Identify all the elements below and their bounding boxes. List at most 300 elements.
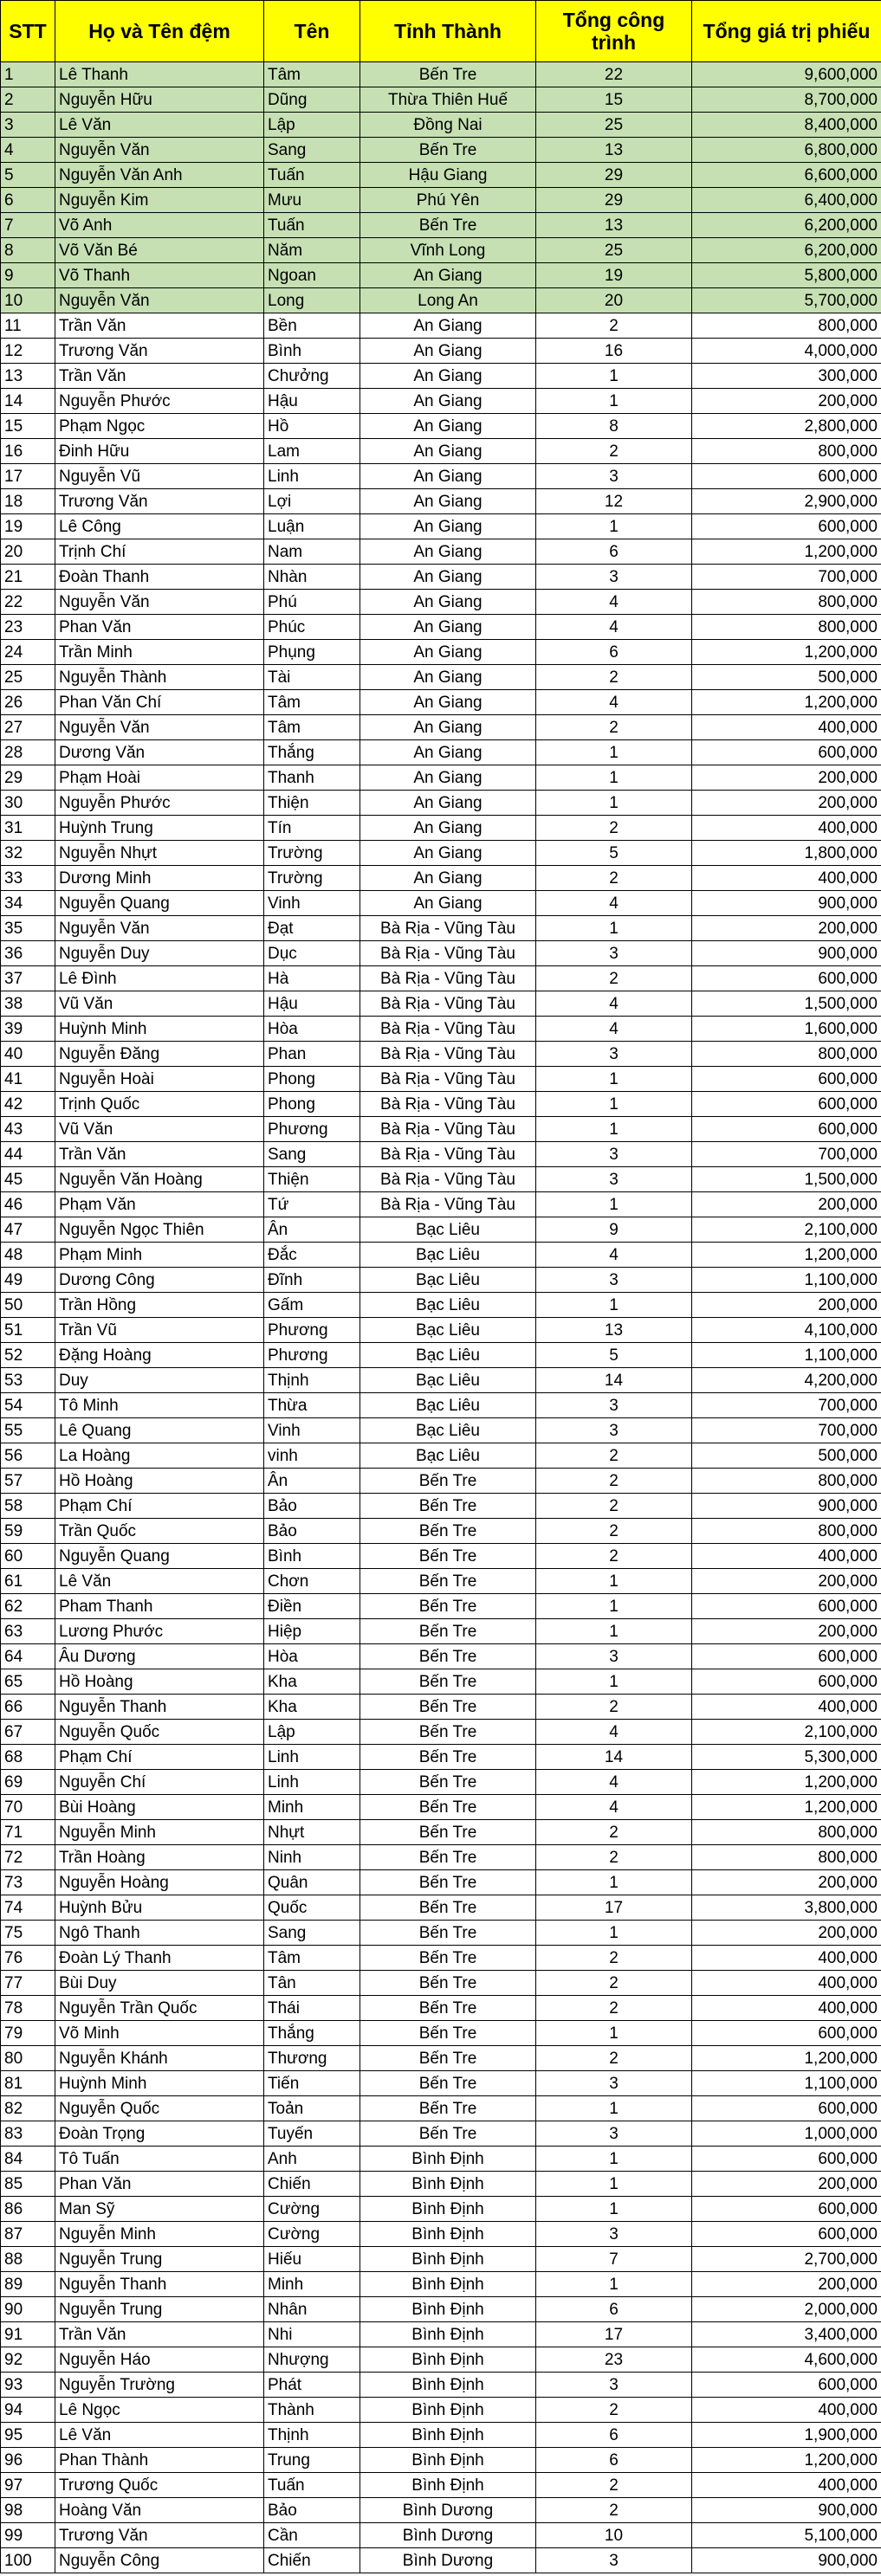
cell-tinh-thanh[interactable]: Bến Tre <box>360 1845 536 1870</box>
cell-tong-gia-tri-phieu[interactable]: 200,000 <box>692 916 881 941</box>
cell-tong-cong-trinh[interactable]: 3 <box>536 1644 692 1669</box>
cell-tinh-thanh[interactable]: Bạc Liêu <box>360 1293 536 1318</box>
cell-tinh-thanh[interactable]: Bến Tre <box>360 62 536 87</box>
header-tong-gia-tri-phieu[interactable]: Tổng giá trị phiếu <box>692 1 881 62</box>
cell-tong-cong-trinh[interactable]: 3 <box>536 1142 692 1167</box>
cell-stt[interactable]: 21 <box>1 565 55 590</box>
cell-tong-cong-trinh[interactable]: 3 <box>536 2222 692 2247</box>
cell-tinh-thanh[interactable]: Bến Tre <box>360 1519 536 1544</box>
cell-ho-ten-dem[interactable]: Nguyễn Văn <box>55 590 264 615</box>
cell-stt[interactable]: 68 <box>1 1745 55 1770</box>
cell-ho-ten-dem[interactable]: Huỳnh Trung <box>55 816 264 841</box>
cell-tong-cong-trinh[interactable]: 2 <box>536 1519 692 1544</box>
cell-tong-gia-tri-phieu[interactable]: 1,200,000 <box>692 690 881 715</box>
cell-ho-ten-dem[interactable]: Dương Minh <box>55 866 264 891</box>
cell-tong-cong-trinh[interactable]: 1 <box>536 364 692 389</box>
cell-tinh-thanh[interactable]: Bà Rịa - Vũng Tàu <box>360 1167 536 1192</box>
cell-ho-ten-dem[interactable]: Nguyễn Văn <box>55 916 264 941</box>
cell-ten[interactable]: Bảo <box>264 1519 360 1544</box>
cell-tong-gia-tri-phieu[interactable]: 400,000 <box>692 715 881 740</box>
cell-ho-ten-dem[interactable]: Ngô Thanh <box>55 1921 264 1946</box>
cell-ho-ten-dem[interactable]: Phan Văn Chí <box>55 690 264 715</box>
cell-tong-gia-tri-phieu[interactable]: 1,200,000 <box>692 1243 881 1268</box>
cell-ten[interactable]: Bảo <box>264 1494 360 1519</box>
cell-stt[interactable]: 23 <box>1 615 55 640</box>
cell-ten[interactable]: Nam <box>264 539 360 565</box>
cell-ten[interactable]: Minh <box>264 2272 360 2297</box>
cell-ho-ten-dem[interactable]: Đinh Hữu <box>55 439 264 464</box>
cell-ten[interactable]: Long <box>264 288 360 313</box>
cell-ten[interactable]: Tuấn <box>264 213 360 238</box>
cell-tong-cong-trinh[interactable]: 1 <box>536 1192 692 1217</box>
cell-tong-gia-tri-phieu[interactable]: 400,000 <box>692 816 881 841</box>
cell-stt[interactable]: 10 <box>1 288 55 313</box>
cell-tinh-thanh[interactable]: Bà Rịa - Vũng Tàu <box>360 966 536 991</box>
cell-stt[interactable]: 31 <box>1 816 55 841</box>
cell-tong-cong-trinh[interactable]: 1 <box>536 1921 692 1946</box>
cell-tong-gia-tri-phieu[interactable]: 2,800,000 <box>692 414 881 439</box>
cell-stt[interactable]: 63 <box>1 1619 55 1644</box>
cell-tong-gia-tri-phieu[interactable]: 1,000,000 <box>692 2121 881 2147</box>
cell-tong-cong-trinh[interactable]: 9 <box>536 1217 692 1243</box>
cell-tong-cong-trinh[interactable]: 3 <box>536 565 692 590</box>
cell-stt[interactable]: 66 <box>1 1695 55 1720</box>
cell-stt[interactable]: 11 <box>1 313 55 339</box>
cell-tong-cong-trinh[interactable]: 19 <box>536 263 692 288</box>
cell-ho-ten-dem[interactable]: Âu Dương <box>55 1644 264 1669</box>
cell-tong-gia-tri-phieu[interactable]: 3,400,000 <box>692 2322 881 2347</box>
cell-tinh-thanh[interactable]: Bạc Liêu <box>360 1243 536 1268</box>
cell-tong-cong-trinh[interactable]: 4 <box>536 1017 692 1042</box>
cell-tong-cong-trinh[interactable]: 2 <box>536 313 692 339</box>
cell-ten[interactable]: Quốc <box>264 1895 360 1921</box>
cell-ten[interactable]: Thanh <box>264 765 360 791</box>
cell-tong-cong-trinh[interactable]: 3 <box>536 1268 692 1293</box>
cell-stt[interactable]: 30 <box>1 791 55 816</box>
cell-stt[interactable]: 73 <box>1 1870 55 1895</box>
cell-ten[interactable]: Mưu <box>264 188 360 213</box>
cell-tinh-thanh[interactable]: An Giang <box>360 891 536 916</box>
cell-tong-gia-tri-phieu[interactable]: 400,000 <box>692 2473 881 2498</box>
cell-tong-cong-trinh[interactable]: 3 <box>536 1393 692 1418</box>
cell-ten[interactable]: Linh <box>264 464 360 489</box>
cell-ten[interactable]: Phong <box>264 1092 360 1117</box>
cell-tinh-thanh[interactable]: Bến Tre <box>360 213 536 238</box>
cell-tinh-thanh[interactable]: Bạc Liêu <box>360 1217 536 1243</box>
cell-tong-gia-tri-phieu[interactable]: 200,000 <box>692 2272 881 2297</box>
cell-tong-cong-trinh[interactable]: 2 <box>536 1544 692 1569</box>
cell-tong-cong-trinh[interactable]: 2 <box>536 1996 692 2021</box>
cell-stt[interactable]: 34 <box>1 891 55 916</box>
cell-tong-gia-tri-phieu[interactable]: 1,500,000 <box>692 991 881 1017</box>
cell-tinh-thanh[interactable]: Bình Định <box>360 2473 536 2498</box>
cell-tong-gia-tri-phieu[interactable]: 400,000 <box>692 1996 881 2021</box>
cell-tong-gia-tri-phieu[interactable]: 200,000 <box>692 765 881 791</box>
cell-stt[interactable]: 19 <box>1 514 55 539</box>
cell-tong-cong-trinh[interactable]: 2 <box>536 2046 692 2071</box>
cell-tong-gia-tri-phieu[interactable]: 600,000 <box>692 1117 881 1142</box>
cell-tong-cong-trinh[interactable]: 2 <box>536 665 692 690</box>
cell-ten[interactable]: Nhàn <box>264 565 360 590</box>
cell-ho-ten-dem[interactable]: La Hoàng <box>55 1443 264 1469</box>
cell-tinh-thanh[interactable]: Hậu Giang <box>360 163 536 188</box>
cell-ho-ten-dem[interactable]: Lê Ngọc <box>55 2398 264 2423</box>
cell-tinh-thanh[interactable]: Bà Rịa - Vũng Tàu <box>360 991 536 1017</box>
cell-tong-cong-trinh[interactable]: 2 <box>536 966 692 991</box>
cell-tong-gia-tri-phieu[interactable]: 600,000 <box>692 1669 881 1695</box>
cell-stt[interactable]: 78 <box>1 1996 55 2021</box>
cell-ho-ten-dem[interactable]: Nguyễn Thành <box>55 665 264 690</box>
cell-tong-cong-trinh[interactable]: 7 <box>536 2247 692 2272</box>
cell-ten[interactable]: Minh <box>264 1795 360 1820</box>
cell-tong-cong-trinh[interactable]: 2 <box>536 1695 692 1720</box>
cell-tong-gia-tri-phieu[interactable]: 400,000 <box>692 866 881 891</box>
cell-ho-ten-dem[interactable]: Trần Quốc <box>55 1519 264 1544</box>
cell-ho-ten-dem[interactable]: Nguyễn Trần Quốc <box>55 1996 264 2021</box>
cell-ten[interactable]: Ninh <box>264 1845 360 1870</box>
cell-ho-ten-dem[interactable]: Lê Văn <box>55 113 264 138</box>
cell-ho-ten-dem[interactable]: Nguyễn Minh <box>55 2222 264 2247</box>
cell-tinh-thanh[interactable]: Bến Tre <box>360 1669 536 1695</box>
cell-tong-cong-trinh[interactable]: 1 <box>536 2021 692 2046</box>
cell-ho-ten-dem[interactable]: Nguyễn Duy <box>55 941 264 966</box>
cell-tong-cong-trinh[interactable]: 1 <box>536 1293 692 1318</box>
cell-ho-ten-dem[interactable]: Trương Văn <box>55 339 264 364</box>
cell-stt[interactable]: 80 <box>1 2046 55 2071</box>
cell-ten[interactable]: Thừa <box>264 1393 360 1418</box>
cell-tinh-thanh[interactable]: Bình Định <box>360 2297 536 2322</box>
cell-tong-gia-tri-phieu[interactable]: 1,900,000 <box>692 2423 881 2448</box>
cell-tong-cong-trinh[interactable]: 3 <box>536 941 692 966</box>
cell-tong-cong-trinh[interactable]: 4 <box>536 690 692 715</box>
cell-ten[interactable]: Toản <box>264 2096 360 2121</box>
cell-stt[interactable]: 44 <box>1 1142 55 1167</box>
cell-ho-ten-dem[interactable]: Nguyễn Văn Hoàng <box>55 1167 264 1192</box>
cell-ten[interactable]: Thiện <box>264 1167 360 1192</box>
cell-tinh-thanh[interactable]: Bình Dương <box>360 2523 536 2548</box>
cell-ho-ten-dem[interactable]: Lê Văn <box>55 2423 264 2448</box>
cell-tong-cong-trinh[interactable]: 20 <box>536 288 692 313</box>
cell-ho-ten-dem[interactable]: Nguyễn Vũ <box>55 464 264 489</box>
cell-stt[interactable]: 57 <box>1 1469 55 1494</box>
cell-tong-cong-trinh[interactable]: 4 <box>536 590 692 615</box>
cell-ho-ten-dem[interactable]: Nguyễn Quang <box>55 1544 264 1569</box>
cell-tong-gia-tri-phieu[interactable]: 200,000 <box>692 1619 881 1644</box>
cell-tong-cong-trinh[interactable]: 1 <box>536 1619 692 1644</box>
cell-ten[interactable]: Hồ <box>264 414 360 439</box>
cell-stt[interactable]: 91 <box>1 2322 55 2347</box>
cell-tinh-thanh[interactable]: Bến Tre <box>360 2046 536 2071</box>
cell-tong-cong-trinh[interactable]: 29 <box>536 163 692 188</box>
cell-stt[interactable]: 20 <box>1 539 55 565</box>
cell-ho-ten-dem[interactable]: Dương Công <box>55 1268 264 1293</box>
cell-tong-gia-tri-phieu[interactable]: 2,700,000 <box>692 2247 881 2272</box>
cell-ho-ten-dem[interactable]: Phan Văn <box>55 615 264 640</box>
cell-tinh-thanh[interactable]: Bến Tre <box>360 2021 536 2046</box>
cell-tong-gia-tri-phieu[interactable]: 1,200,000 <box>692 539 881 565</box>
cell-ten[interactable]: Tuyến <box>264 2121 360 2147</box>
cell-ten[interactable]: Thịnh <box>264 2423 360 2448</box>
cell-stt[interactable]: 88 <box>1 2247 55 2272</box>
cell-tong-gia-tri-phieu[interactable]: 600,000 <box>692 1594 881 1619</box>
cell-ten[interactable]: vinh <box>264 1443 360 1469</box>
cell-ten[interactable]: Lập <box>264 1720 360 1745</box>
cell-tong-gia-tri-phieu[interactable]: 200,000 <box>692 1192 881 1217</box>
cell-ten[interactable]: Nhượng <box>264 2347 360 2373</box>
cell-tong-cong-trinh[interactable]: 4 <box>536 1770 692 1795</box>
cell-tong-cong-trinh[interactable]: 2 <box>536 2473 692 2498</box>
cell-ten[interactable]: Hậu <box>264 389 360 414</box>
cell-tong-gia-tri-phieu[interactable]: 700,000 <box>692 565 881 590</box>
cell-tong-gia-tri-phieu[interactable]: 4,100,000 <box>692 1318 881 1343</box>
cell-ten[interactable]: Kha <box>264 1669 360 1695</box>
cell-stt[interactable]: 59 <box>1 1519 55 1544</box>
cell-tinh-thanh[interactable]: Bình Định <box>360 2222 536 2247</box>
cell-tinh-thanh[interactable]: An Giang <box>360 464 536 489</box>
cell-ho-ten-dem[interactable]: Trần Minh <box>55 640 264 665</box>
cell-ten[interactable]: Tâm <box>264 62 360 87</box>
cell-tinh-thanh[interactable]: Bà Rịa - Vũng Tàu <box>360 1117 536 1142</box>
header-tinh-thanh[interactable]: Tỉnh Thành <box>360 1 536 62</box>
cell-tong-cong-trinh[interactable]: 14 <box>536 1368 692 1393</box>
cell-tong-cong-trinh[interactable]: 2 <box>536 1845 692 1870</box>
cell-tong-gia-tri-phieu[interactable]: 200,000 <box>692 2172 881 2197</box>
cell-tong-cong-trinh[interactable]: 1 <box>536 2172 692 2197</box>
cell-tinh-thanh[interactable]: Long An <box>360 288 536 313</box>
cell-tinh-thanh[interactable]: Bà Rịa - Vũng Tàu <box>360 1092 536 1117</box>
cell-ho-ten-dem[interactable]: Trương Văn <box>55 489 264 514</box>
cell-tong-gia-tri-phieu[interactable]: 5,100,000 <box>692 2523 881 2548</box>
cell-stt[interactable]: 14 <box>1 389 55 414</box>
cell-ho-ten-dem[interactable]: Võ Văn Bé <box>55 238 264 263</box>
cell-ho-ten-dem[interactable]: Trịnh Chí <box>55 539 264 565</box>
cell-stt[interactable]: 76 <box>1 1946 55 1971</box>
cell-stt[interactable]: 77 <box>1 1971 55 1996</box>
cell-ho-ten-dem[interactable]: Huỳnh Minh <box>55 2071 264 2096</box>
cell-ho-ten-dem[interactable]: Nguyễn Nhựt <box>55 841 264 866</box>
cell-ten[interactable]: Chơn <box>264 1569 360 1594</box>
cell-tong-cong-trinh[interactable]: 3 <box>536 1042 692 1067</box>
cell-stt[interactable]: 53 <box>1 1368 55 1393</box>
cell-ho-ten-dem[interactable]: Trần Hồng <box>55 1293 264 1318</box>
cell-tong-gia-tri-phieu[interactable]: 200,000 <box>692 1870 881 1895</box>
cell-ten[interactable]: Thắng <box>264 740 360 765</box>
cell-stt[interactable]: 26 <box>1 690 55 715</box>
cell-tinh-thanh[interactable]: Bình Định <box>360 2398 536 2423</box>
cell-stt[interactable]: 93 <box>1 2373 55 2398</box>
cell-tinh-thanh[interactable]: Bà Rịa - Vũng Tàu <box>360 1067 536 1092</box>
cell-tong-cong-trinh[interactable]: 2 <box>536 1494 692 1519</box>
cell-tinh-thanh[interactable]: Bạc Liêu <box>360 1418 536 1443</box>
cell-stt[interactable]: 86 <box>1 2197 55 2222</box>
cell-ho-ten-dem[interactable]: Huỳnh Bửu <box>55 1895 264 1921</box>
cell-tinh-thanh[interactable]: An Giang <box>360 263 536 288</box>
cell-tinh-thanh[interactable]: Bến Tre <box>360 2096 536 2121</box>
cell-tong-cong-trinh[interactable]: 6 <box>536 2448 692 2473</box>
cell-tong-cong-trinh[interactable]: 3 <box>536 1167 692 1192</box>
cell-ten[interactable]: Hiếu <box>264 2247 360 2272</box>
cell-ho-ten-dem[interactable]: Dương Văn <box>55 740 264 765</box>
cell-ho-ten-dem[interactable]: Hồ Hoàng <box>55 1469 264 1494</box>
cell-stt[interactable]: 46 <box>1 1192 55 1217</box>
cell-tong-cong-trinh[interactable]: 2 <box>536 1469 692 1494</box>
cell-ho-ten-dem[interactable]: Phan Văn <box>55 2172 264 2197</box>
cell-ten[interactable]: Phát <box>264 2373 360 2398</box>
cell-tinh-thanh[interactable]: Bến Tre <box>360 1870 536 1895</box>
cell-ten[interactable]: Gấm <box>264 1293 360 1318</box>
cell-tong-gia-tri-phieu[interactable]: 600,000 <box>692 1092 881 1117</box>
cell-ten[interactable]: Thịnh <box>264 1368 360 1393</box>
cell-ten[interactable]: Tuấn <box>264 2473 360 2498</box>
cell-tong-cong-trinh[interactable]: 12 <box>536 489 692 514</box>
cell-ten[interactable]: Hậu <box>264 991 360 1017</box>
cell-stt[interactable]: 50 <box>1 1293 55 1318</box>
cell-stt[interactable]: 9 <box>1 263 55 288</box>
cell-ho-ten-dem[interactable]: Lê Đình <box>55 966 264 991</box>
cell-tong-gia-tri-phieu[interactable]: 800,000 <box>692 313 881 339</box>
cell-tong-gia-tri-phieu[interactable]: 600,000 <box>692 1067 881 1092</box>
cell-tinh-thanh[interactable]: Bến Tre <box>360 138 536 163</box>
cell-stt[interactable]: 62 <box>1 1594 55 1619</box>
cell-ten[interactable]: Vinh <box>264 1418 360 1443</box>
cell-tinh-thanh[interactable]: An Giang <box>360 640 536 665</box>
cell-tong-gia-tri-phieu[interactable]: 2,100,000 <box>692 1217 881 1243</box>
cell-tinh-thanh[interactable]: An Giang <box>360 866 536 891</box>
cell-stt[interactable]: 18 <box>1 489 55 514</box>
cell-ten[interactable]: Vinh <box>264 891 360 916</box>
cell-ho-ten-dem[interactable]: Nguyễn Quang <box>55 891 264 916</box>
cell-stt[interactable]: 71 <box>1 1820 55 1845</box>
cell-tong-gia-tri-phieu[interactable]: 400,000 <box>692 1695 881 1720</box>
cell-tong-cong-trinh[interactable]: 2 <box>536 1443 692 1469</box>
cell-tong-cong-trinh[interactable]: 6 <box>536 2297 692 2322</box>
cell-ho-ten-dem[interactable]: Hồ Hoàng <box>55 1669 264 1695</box>
cell-stt[interactable]: 56 <box>1 1443 55 1469</box>
cell-tinh-thanh[interactable]: Bình Dương <box>360 2548 536 2573</box>
cell-ten[interactable]: Lam <box>264 439 360 464</box>
cell-ten[interactable]: Chiến <box>264 2172 360 2197</box>
cell-ho-ten-dem[interactable]: Phạm Chí <box>55 1745 264 1770</box>
cell-ten[interactable]: Sang <box>264 138 360 163</box>
cell-ho-ten-dem[interactable]: Phạm Minh <box>55 1243 264 1268</box>
cell-ten[interactable]: Phong <box>264 1067 360 1092</box>
cell-stt[interactable]: 6 <box>1 188 55 213</box>
cell-tinh-thanh[interactable]: Vĩnh Long <box>360 238 536 263</box>
cell-ten[interactable]: Ân <box>264 1217 360 1243</box>
cell-tong-gia-tri-phieu[interactable]: 800,000 <box>692 1820 881 1845</box>
cell-stt[interactable]: 17 <box>1 464 55 489</box>
cell-tinh-thanh[interactable]: An Giang <box>360 414 536 439</box>
cell-tinh-thanh[interactable]: Đồng Nai <box>360 113 536 138</box>
cell-ho-ten-dem[interactable]: Nguyễn Trung <box>55 2247 264 2272</box>
cell-stt[interactable]: 12 <box>1 339 55 364</box>
cell-ten[interactable]: Hòa <box>264 1017 360 1042</box>
cell-ten[interactable]: Cường <box>264 2197 360 2222</box>
cell-ho-ten-dem[interactable]: Nguyễn Thanh <box>55 1695 264 1720</box>
cell-stt[interactable]: 39 <box>1 1017 55 1042</box>
cell-tinh-thanh[interactable]: Bạc Liêu <box>360 1343 536 1368</box>
cell-stt[interactable]: 51 <box>1 1318 55 1343</box>
cell-tinh-thanh[interactable]: An Giang <box>360 489 536 514</box>
cell-tinh-thanh[interactable]: Bạc Liêu <box>360 1268 536 1293</box>
cell-ho-ten-dem[interactable]: Nguyễn Thanh <box>55 2272 264 2297</box>
cell-stt[interactable]: 60 <box>1 1544 55 1569</box>
cell-tinh-thanh[interactable]: Bà Rịa - Vũng Tàu <box>360 1042 536 1067</box>
cell-ho-ten-dem[interactable]: Lê Công <box>55 514 264 539</box>
cell-tinh-thanh[interactable]: An Giang <box>360 715 536 740</box>
cell-ten[interactable]: Bình <box>264 339 360 364</box>
cell-tinh-thanh[interactable]: Bà Rịa - Vũng Tàu <box>360 1017 536 1042</box>
cell-ho-ten-dem[interactable]: Nguyễn Chí <box>55 1770 264 1795</box>
cell-tong-gia-tri-phieu[interactable]: 800,000 <box>692 615 881 640</box>
cell-tong-cong-trinh[interactable]: 1 <box>536 2272 692 2297</box>
cell-stt[interactable]: 13 <box>1 364 55 389</box>
cell-stt[interactable]: 84 <box>1 2147 55 2172</box>
cell-tong-cong-trinh[interactable]: 1 <box>536 514 692 539</box>
cell-tinh-thanh[interactable]: Bến Tre <box>360 1770 536 1795</box>
cell-ho-ten-dem[interactable]: Lê Quang <box>55 1418 264 1443</box>
cell-stt[interactable]: 82 <box>1 2096 55 2121</box>
cell-ten[interactable]: Tâm <box>264 690 360 715</box>
cell-ten[interactable]: Linh <box>264 1745 360 1770</box>
cell-ten[interactable]: Thương <box>264 2046 360 2071</box>
cell-tong-gia-tri-phieu[interactable]: 8,400,000 <box>692 113 881 138</box>
cell-stt[interactable]: 97 <box>1 2473 55 2498</box>
cell-tinh-thanh[interactable]: An Giang <box>360 590 536 615</box>
cell-tong-cong-trinh[interactable]: 17 <box>536 1895 692 1921</box>
cell-ten[interactable]: Luận <box>264 514 360 539</box>
cell-tinh-thanh[interactable]: Bến Tre <box>360 1569 536 1594</box>
cell-tinh-thanh[interactable]: Bà Rịa - Vũng Tàu <box>360 1142 536 1167</box>
cell-tinh-thanh[interactable]: Bến Tre <box>360 1921 536 1946</box>
cell-ten[interactable]: Thái <box>264 1996 360 2021</box>
cell-tong-cong-trinh[interactable]: 2 <box>536 1971 692 1996</box>
cell-ten[interactable]: Phụng <box>264 640 360 665</box>
cell-tong-cong-trinh[interactable]: 2 <box>536 816 692 841</box>
cell-tinh-thanh[interactable]: Bến Tre <box>360 1895 536 1921</box>
cell-tong-cong-trinh[interactable]: 2 <box>536 1820 692 1845</box>
cell-ho-ten-dem[interactable]: Nguyễn Công <box>55 2548 264 2573</box>
cell-tong-cong-trinh[interactable]: 3 <box>536 464 692 489</box>
cell-stt[interactable]: 75 <box>1 1921 55 1946</box>
cell-tong-gia-tri-phieu[interactable]: 4,200,000 <box>692 1368 881 1393</box>
cell-ho-ten-dem[interactable]: Trần Văn <box>55 1142 264 1167</box>
cell-tinh-thanh[interactable]: Bình Định <box>360 2322 536 2347</box>
cell-stt[interactable]: 32 <box>1 841 55 866</box>
cell-tong-cong-trinh[interactable]: 3 <box>536 2373 692 2398</box>
cell-ten[interactable]: Tín <box>264 816 360 841</box>
cell-tong-gia-tri-phieu[interactable]: 900,000 <box>692 2548 881 2573</box>
cell-tong-gia-tri-phieu[interactable]: 1,200,000 <box>692 640 881 665</box>
cell-tong-cong-trinh[interactable]: 3 <box>536 2121 692 2147</box>
cell-ho-ten-dem[interactable]: Nguyễn Quốc <box>55 1720 264 1745</box>
cell-ho-ten-dem[interactable]: Lê Thanh <box>55 62 264 87</box>
cell-stt[interactable]: 95 <box>1 2423 55 2448</box>
cell-ten[interactable]: Phương <box>264 1117 360 1142</box>
cell-tong-cong-trinh[interactable]: 16 <box>536 339 692 364</box>
cell-tinh-thanh[interactable]: Bình Định <box>360 2373 536 2398</box>
cell-ten[interactable]: Nhựt <box>264 1820 360 1845</box>
cell-tong-cong-trinh[interactable]: 29 <box>536 188 692 213</box>
cell-tinh-thanh[interactable]: An Giang <box>360 514 536 539</box>
cell-ten[interactable]: Điền <box>264 1594 360 1619</box>
cell-tong-gia-tri-phieu[interactable]: 1,100,000 <box>692 2071 881 2096</box>
cell-ho-ten-dem[interactable]: Nguyễn Hoài <box>55 1067 264 1092</box>
cell-ten[interactable]: Hòa <box>264 1644 360 1669</box>
cell-ho-ten-dem[interactable]: Nguyễn Đăng <box>55 1042 264 1067</box>
cell-ho-ten-dem[interactable]: Phạm Hoài <box>55 765 264 791</box>
cell-tinh-thanh[interactable]: Bến Tre <box>360 1544 536 1569</box>
